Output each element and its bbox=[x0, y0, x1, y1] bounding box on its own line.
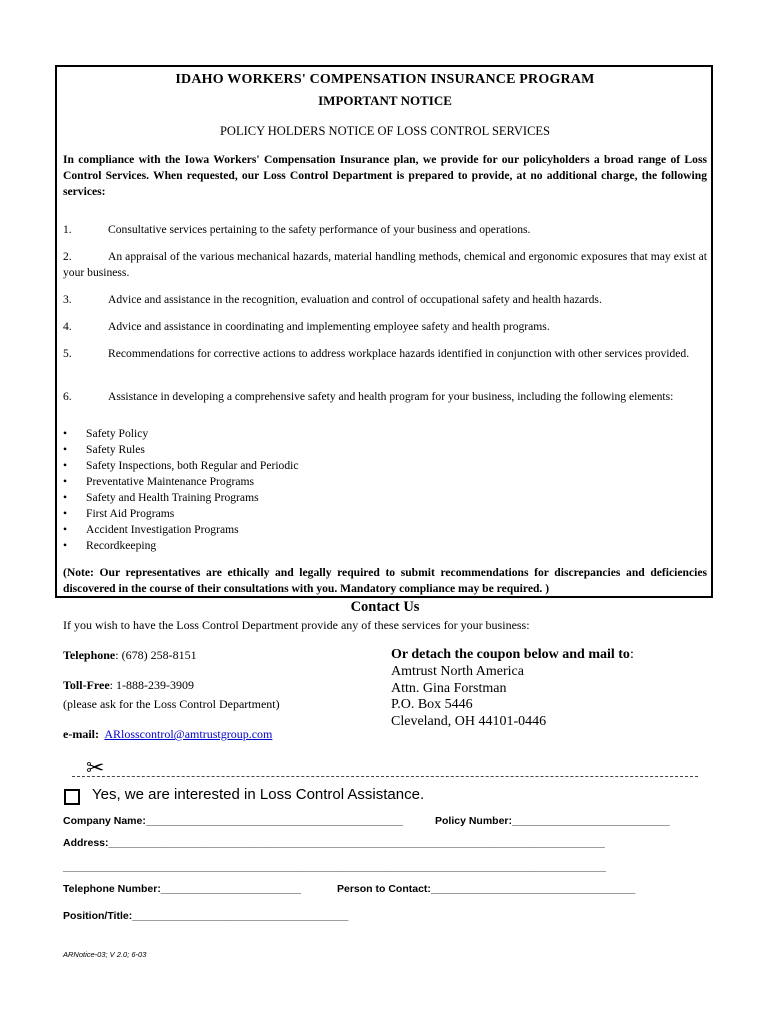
item-number: 2. bbox=[63, 250, 72, 263]
mail-heading: Or detach the coupon below and mail to: bbox=[391, 647, 634, 662]
service-item-6 bbox=[63, 389, 707, 405]
service-item-5 bbox=[63, 346, 707, 362]
item-text: Recommendations for corrective actions to address workplace hazards identified in conjunction with other services provided. bbox=[108, 347, 690, 360]
tollfree-note: (please ask for the Loss Control Department) bbox=[63, 697, 280, 711]
service-item-1 bbox=[63, 222, 707, 238]
item-text: Advice and assistance in coordinating and implementing employee safety and health programs. bbox=[108, 320, 550, 333]
section-title: POLICY HOLDERS NOTICE OF LOSS CONTROL SERVICES bbox=[219, 124, 551, 138]
intro-paragraph: In compliance with the Iowa Workers' Compensation Insurance plan, we provide for our policyholders a broad range of Loss Control Services. When requested, our Loss Control Department is prepared to provide, at no additional charge, the following services: bbox=[63, 153, 707, 198]
list-item: • Safety Rules bbox=[63, 443, 145, 456]
cut-line bbox=[72, 776, 698, 777]
item-text: Advice and assistance in the recognition, evaluation and control of occupational safety and health hazards. bbox=[108, 293, 602, 306]
item-number: 5. bbox=[63, 347, 72, 360]
list-item: • Preventative Maintenance Programs bbox=[63, 475, 255, 488]
page-title bbox=[0, 72, 770, 88]
service-item-2 bbox=[63, 249, 707, 280]
item-text: Assistance in developing a comprehensive safety and health program for your business, including the following elements: bbox=[108, 390, 674, 403]
list-item: • First Aid Programs bbox=[63, 507, 175, 520]
company-name-field[interactable]: Company Name:____________________________________________ bbox=[63, 815, 403, 827]
telephone-line bbox=[63, 648, 197, 663]
list-item: • Accident Investigation Programs bbox=[63, 523, 239, 536]
item-number: 4. bbox=[63, 320, 72, 333]
item-number: 3. bbox=[63, 293, 72, 306]
address-field-line2[interactable]: _____________________________________________________________________________________________ bbox=[63, 861, 607, 873]
telephone-number-field[interactable]: Telephone Number:________________________ bbox=[63, 883, 301, 895]
page-subtitle: IMPORTANT NOTICE bbox=[318, 93, 452, 108]
policy-number-field[interactable]: Policy Number:___________________________ bbox=[435, 815, 670, 827]
address-field[interactable]: Address:_____________________________________________________________________________________ bbox=[63, 837, 605, 849]
mailing-address bbox=[391, 664, 546, 730]
service-item-3 bbox=[63, 292, 707, 308]
program-elements-list bbox=[63, 426, 299, 554]
tollfree-value: : 1-888-239-3909 bbox=[109, 678, 194, 692]
service-item-4 bbox=[63, 319, 707, 335]
item-text: Consultative services pertaining to the safety performance of your business and operations. bbox=[108, 223, 531, 236]
item-number: 1. bbox=[63, 223, 72, 236]
checkbox-label: Yes, we are interested in Loss Control Assistance. bbox=[92, 786, 425, 803]
address-line: Amtrust North America bbox=[391, 664, 524, 679]
address-line: Cleveland, OH 44101-0446 bbox=[391, 713, 547, 729]
title-text: IDAHO WORKERS' COMPENSATION INSURANCE PROGRAM bbox=[175, 72, 595, 87]
list-item: • Recordkeeping bbox=[63, 539, 157, 552]
position-title-field[interactable]: Position/Title:_____________________________________ bbox=[63, 910, 349, 922]
telephone-label: Telephone bbox=[63, 648, 116, 662]
note-paragraph: (Note: Our representatives are ethically and legally required to submit recommendations for discrepancies and deficiencies discovered in the course of their consultations with you. Mandatory compliance may be required. ) bbox=[63, 566, 707, 595]
list-item: • Safety and Health Training Programs bbox=[63, 491, 259, 504]
tollfree-line bbox=[63, 678, 194, 693]
form-version-footer: ARNotice-03; V 2.0; 6-03 bbox=[63, 950, 147, 959]
item-number: 6. bbox=[63, 390, 72, 403]
contact-heading: Contact Us bbox=[350, 599, 420, 615]
scissors-icon: ✂ bbox=[86, 756, 105, 781]
address-line: Attn. Gina Forstman bbox=[391, 680, 507, 696]
list-item: • Safety Policy bbox=[63, 427, 149, 440]
telephone-value: : (678) 258-8151 bbox=[115, 648, 197, 662]
email-link[interactable]: ARlosscontrol@amtrustgroup.com bbox=[104, 727, 273, 741]
email-label: e-mail: bbox=[63, 727, 99, 741]
interest-checkbox[interactable] bbox=[64, 789, 80, 805]
person-to-contact-field[interactable]: Person to Contact:___________________________________ bbox=[337, 883, 636, 895]
item-text: An appraisal of the various mechanical hazards, material handling methods, chemical and ergonomic exposures that may exist at your business. bbox=[63, 250, 707, 279]
list-item: • Safety Inspections, both Regular and Periodic bbox=[63, 459, 299, 472]
email-line bbox=[63, 727, 272, 742]
contact-lead: If you wish to have the Loss Control Department provide any of these services for your business: bbox=[63, 618, 530, 632]
address-line: P.O. Box 5446 bbox=[391, 697, 473, 712]
tollfree-label: Toll-Free bbox=[63, 678, 110, 692]
